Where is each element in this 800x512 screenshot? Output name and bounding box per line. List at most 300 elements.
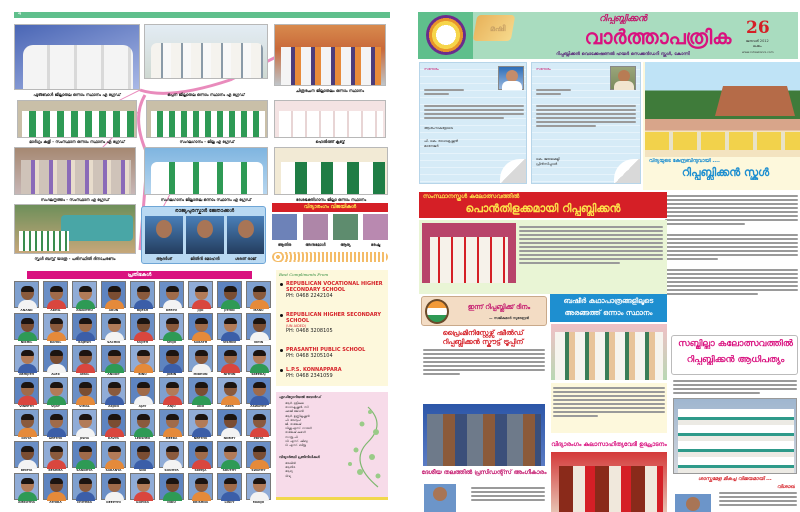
student-portrait	[159, 377, 184, 408]
student-portrait	[43, 441, 68, 472]
student-portrait	[217, 345, 242, 376]
page-curl-icon	[500, 159, 526, 183]
editorial-member: ആർ. ഉണ്ണികൃഷ്ണൻ	[285, 413, 310, 418]
student-name: JIJO	[197, 308, 204, 312]
student-portrait	[14, 441, 39, 472]
letter-signatory: പി. കെ. രാധാകൃഷ്ണൻ	[424, 139, 458, 143]
student-portrait	[14, 473, 39, 504]
editorial-member: സാജു പി.	[285, 434, 299, 439]
student-portrait	[72, 441, 97, 472]
student-portrait	[72, 409, 97, 440]
photo-lamp-lighting	[551, 452, 667, 512]
school-name: PRASANTHI PUBLIC SCHOOL	[286, 347, 366, 353]
school-phone: PH: 0468 3208105	[286, 328, 333, 334]
name-label: ആദർശ്	[156, 256, 172, 261]
portrait-photo	[130, 313, 155, 340]
name-label: ജിതിൻ മോഹൻ	[190, 256, 220, 261]
portrait-photo	[14, 409, 39, 436]
student-portrait	[188, 473, 213, 504]
editorial-member: ഷാജി ജോൺ	[285, 409, 304, 414]
student-name: ARJUN	[108, 404, 119, 408]
student-name: BINU	[138, 372, 147, 376]
student-name: LEKSHMI	[134, 436, 151, 440]
portrait-photo	[43, 281, 68, 308]
student-name: SOUMYA	[164, 468, 179, 472]
portrait-photo	[14, 313, 39, 340]
student-name: GOPIKA	[136, 500, 149, 504]
student-name: VINEETH	[19, 404, 34, 408]
student-portrait	[72, 377, 97, 408]
student-portrait	[188, 377, 213, 408]
masthead	[418, 12, 798, 59]
student-portrait	[130, 281, 155, 312]
portrait-photo	[246, 313, 271, 340]
editorial-member: ആർ. ശ്രീകല	[285, 401, 304, 405]
portrait-photo	[72, 409, 97, 436]
editorial-member: രാജേഷ് കുമാർ	[285, 430, 306, 435]
editorial-member: ജി. രാജേഷ്	[285, 422, 302, 427]
editorial-member: രാധാകൃഷ്ണൻ. സി	[285, 405, 309, 410]
student-portrait	[43, 345, 68, 376]
photo-manager	[498, 66, 524, 90]
caption: ഹെൽത്ത് ക്ലബ്ബ്	[315, 139, 345, 144]
student-name: SREEJA	[194, 468, 207, 472]
portrait-photo	[130, 345, 155, 372]
student-name: AMRUTHA	[18, 500, 35, 504]
right-page	[403, 0, 800, 512]
letter-role: പ്രിൻസിപ്പാൾ	[536, 162, 558, 166]
school-note: (UN AIDED)	[286, 324, 307, 328]
page-curl-icon	[614, 159, 640, 183]
page-number: 4	[18, 11, 22, 17]
achievement-headline: ശാസ്ത്രമേള മികച്ച വിജയമായി ...	[698, 476, 772, 482]
portrait-photo	[72, 345, 97, 372]
student-name: SARATH	[193, 340, 208, 344]
portrait-photo	[43, 409, 68, 436]
republic-day-box	[421, 296, 547, 326]
student-name: MANJU	[252, 500, 265, 504]
portrait-photo	[43, 345, 68, 372]
portrait-photo	[159, 409, 184, 436]
student-name: ALEX	[51, 372, 60, 376]
photo-subdistrict-team	[673, 398, 797, 474]
photo-oppana-group	[144, 24, 268, 79]
headline-line2: റിപ്പബ്ലിക്കൻ ആധിപത്യം	[686, 355, 785, 365]
portrait-photo	[159, 377, 184, 404]
student-name: PRIYA	[253, 436, 264, 440]
student-name: JITHIN	[224, 308, 235, 312]
scouts-body-text	[423, 347, 545, 383]
student-name: LINCY	[224, 500, 235, 504]
student-portrait	[217, 313, 242, 344]
student-name: MANU	[253, 308, 264, 312]
student-portrait	[217, 377, 242, 408]
student-portrait	[14, 409, 39, 440]
student-portrait	[43, 473, 68, 504]
photo-margamkali	[17, 100, 137, 138]
student-representative: ആതിര	[285, 465, 296, 470]
headline-kicker: സംസ്ഥാനസ്കൂൾ കലോത്സവത്തിൽ	[423, 193, 520, 200]
portrait-photo	[246, 473, 271, 500]
editorial-heading: എഡിറ്റോറിയൽ ബോർഡ്	[279, 395, 322, 399]
student-name: ARYA	[225, 404, 234, 408]
masthead-subtitle: റിപ്പബ്ലിക്കൻ വൊക്കേഷണൽ ഹയർ സെക്കൻഡറി സ്കൂൾ, കോന്നി	[556, 52, 690, 57]
student-portrait	[130, 377, 155, 408]
student-name: AKHIL	[50, 308, 61, 312]
student-name: GEETHU	[48, 436, 63, 440]
photo-vishakh	[675, 494, 711, 512]
issue-date: ജനുവരി 2012	[746, 39, 769, 43]
student-portrait	[14, 345, 39, 376]
basheer-headline	[550, 294, 667, 322]
student-portrait	[159, 441, 184, 472]
vidyarangam-photos	[272, 214, 388, 252]
photo-stage-performance	[422, 223, 516, 283]
student-name: NIMMY	[223, 436, 236, 440]
student-name: NITHIN	[223, 372, 236, 376]
masthead-title-small: റിപ്പബ്ലിക്കൻ	[599, 14, 647, 24]
scouts-headline-1: പ്രൈംമിനിസ്റ്റേഴ്സ് ഷീൽഡ്	[442, 329, 524, 337]
subdistrict-headline	[671, 335, 798, 375]
school-name: L.P.S. KONNAPPARA	[286, 367, 342, 373]
photo-student-award	[424, 484, 456, 512]
vidyarangam-banner	[272, 203, 388, 212]
student-name: KAVYA	[108, 436, 119, 440]
student-portrait	[217, 281, 242, 312]
portrait-photo	[188, 313, 213, 340]
student-name: AJAY	[138, 404, 147, 408]
portrait-photo	[130, 441, 155, 468]
caption: മാർഗ്ഗം കളി - സംസ്ഥാന ഒന്നാം സ്ഥാനം എ ഗ്രേഡ്	[29, 139, 125, 144]
student-portrait	[130, 473, 155, 504]
portrait-photo	[217, 441, 242, 468]
vidyarangam-title: വിദ്യാരംഗം വിജയികൾ	[303, 204, 357, 210]
student-name: ANU	[196, 404, 205, 408]
website: www.rvhsskonni.com	[742, 50, 774, 54]
republic-day-title: ഇന്ന് റിപ്പബ്ലിക്ക് ദിനം	[467, 303, 531, 311]
name-label: ആതിര	[277, 242, 292, 247]
photo-scouts-award	[423, 404, 545, 466]
editorial-member-list	[285, 401, 345, 447]
student-name: SREERAJ	[251, 372, 266, 376]
portrait-photo	[159, 313, 184, 340]
portrait-photo	[72, 313, 97, 340]
letter-salutation: സന്ദേശം	[424, 67, 439, 71]
photo-group-dance	[14, 147, 136, 195]
student-portrait	[188, 441, 213, 472]
caption: ദേശഭക്തിഗാനം ജില്ലാ ഒന്നാം സ്ഥാനം	[295, 197, 367, 202]
student-portrait	[130, 345, 155, 376]
student-portrait	[72, 345, 97, 376]
photo-principal	[610, 66, 636, 90]
photo-group-song-winners	[144, 147, 268, 195]
editorial-board-panel	[276, 392, 388, 500]
student-portrait	[159, 473, 184, 504]
student-portrait	[246, 313, 271, 344]
portrait-photo	[72, 473, 97, 500]
portrait-photo	[43, 313, 68, 340]
student-name: CHITHRA	[76, 500, 93, 504]
student-name: REMYA	[20, 468, 33, 472]
portrait-photo	[246, 281, 271, 308]
student-portrait	[43, 313, 68, 344]
student-name: DEEPU	[165, 308, 178, 312]
student-portrait	[188, 313, 213, 344]
student-portrait	[159, 281, 184, 312]
portrait-photo	[217, 377, 242, 404]
school-phone: PH: 0468 3205104	[286, 353, 333, 359]
editorial-member: പി. അനൂപ്	[285, 417, 301, 422]
student-name: RESHMA	[48, 468, 63, 472]
flag-emblem-icon	[425, 299, 449, 324]
student-name: SACHIN	[107, 340, 120, 344]
school-emblem-icon	[426, 15, 466, 55]
student-portrait	[101, 473, 126, 504]
student-portrait	[72, 473, 97, 504]
letter-principal	[531, 62, 641, 184]
student-name: DIVYA	[21, 436, 32, 440]
student-name: SUJITH	[136, 340, 149, 344]
student-portrait	[159, 409, 184, 440]
student-rep-heading: വിദ്യാർത്ഥി പ്രതിനിധികൾ	[279, 455, 320, 459]
student-name: SINI	[139, 468, 146, 472]
portrait-photo	[72, 441, 97, 468]
student-name: JISHA	[79, 436, 90, 440]
rajyapuraskar-title: രാജ്യപുരസ്കാർ ജേതാക്കൾ	[174, 208, 235, 214]
prathibhakal-title: പ്രതിഭകൾ	[127, 272, 152, 278]
feature-body-text	[665, 193, 798, 333]
photo-basheer-play	[551, 324, 667, 380]
portrait-photo	[101, 473, 126, 500]
student-photo-grid	[14, 281, 274, 512]
student-portrait	[101, 441, 126, 472]
student-portrait	[188, 281, 213, 312]
portrait-photo	[188, 377, 213, 404]
caption: ചിത്രരചന ജില്ലാതലം ഒന്നാം സ്ഥാനം	[295, 88, 365, 93]
portrait-photo	[14, 345, 39, 372]
student-name: RAHUL	[49, 340, 62, 344]
caption: ഒപ്പന ജില്ലാതല ഒന്നാം സ്ഥാനം എ ഗ്രേഡ്	[167, 92, 245, 97]
letter-role: മാനേജർ	[424, 144, 439, 148]
student-name: ANAND	[20, 308, 33, 312]
school-entry	[280, 281, 386, 299]
student-portrait	[43, 281, 68, 312]
editorial-member: വി. എസ്. ഷിബു	[285, 438, 308, 443]
student-name: KRISHNA	[192, 500, 209, 504]
portrait-photo	[130, 281, 155, 308]
student-portrait	[14, 281, 39, 312]
feature-kicker: വിദ്യയുടെ കേന്ദ്രബിന്ദുവായി ....	[649, 158, 720, 164]
student-portrait	[217, 473, 242, 504]
national-award-headline: ദേശീയ തലത്തിൽ പ്രസിഡന്റ്സ് അംഗീകാരം	[421, 469, 547, 476]
student-representative: അഖിൽ	[285, 461, 296, 465]
portrait-photo	[188, 441, 213, 468]
student-name: DEEPTHI	[106, 500, 121, 504]
portrait-photo	[14, 377, 39, 404]
photo-school-building	[645, 62, 800, 157]
portrait-photo	[159, 441, 184, 468]
student-name: ASWATHY	[250, 404, 267, 408]
caption: സംഘനൃത്തം - സംസ്ഥാന എ ഗ്രേഡ്	[40, 197, 110, 202]
name-label: ശരത് രാജ്	[234, 256, 257, 261]
kalolsavam-story	[419, 220, 667, 294]
student-name: ARUN	[108, 308, 119, 312]
portrait-photo	[188, 473, 213, 500]
student-portrait	[159, 345, 184, 376]
student-name: AMAL	[79, 372, 90, 376]
student-portrait	[246, 345, 271, 376]
student-portrait	[217, 409, 242, 440]
student-portrait	[130, 441, 155, 472]
portrait-photo	[130, 377, 155, 404]
portrait-photo	[217, 409, 242, 436]
student-name: SARANYA	[105, 468, 122, 472]
student-portrait	[246, 473, 271, 504]
masthead-title: വാർത്താപത്രിക	[584, 25, 732, 49]
rajyapuraskar-box	[141, 206, 266, 264]
feature-title: റിപ്പബ്ലിക്കൻ സ്കൂൾ	[681, 166, 770, 179]
student-name: NIKHIL	[20, 340, 33, 344]
school-entry	[280, 312, 386, 334]
student-portrait	[246, 409, 271, 440]
kalolsavam-headline	[419, 192, 667, 218]
student-portrait	[43, 409, 68, 440]
student-portrait	[246, 377, 271, 408]
portrait-photo	[188, 281, 213, 308]
portrait-photo	[14, 473, 39, 500]
student-name: SANDHYA	[76, 468, 93, 472]
student-name: BIJESH	[136, 308, 149, 312]
portrait-photo	[130, 473, 155, 500]
name-label: അനുമോൾ	[305, 242, 326, 247]
student-name: ANANTHU	[76, 308, 93, 312]
portrait-photo	[217, 313, 242, 340]
issue-number: 26	[746, 18, 770, 38]
letter-manager	[419, 62, 527, 184]
student-name: ABHIJITH	[18, 372, 35, 376]
portrait-photo	[159, 473, 184, 500]
compliments-box	[276, 270, 388, 386]
caption: സംഘഗാനം - ജില്ല എ ഗ്രേഡ്	[179, 139, 235, 144]
student-portrait	[246, 441, 271, 472]
school-feature	[643, 62, 800, 190]
photo-patriotic-song	[274, 147, 388, 195]
student-name: SRUTHY	[222, 468, 237, 472]
student-portrait	[101, 345, 126, 376]
portrait-photo	[246, 441, 271, 468]
letter-salutation: സന്ദേശം	[536, 67, 551, 71]
student-portrait	[101, 281, 126, 312]
letter-signatory: കെ. ജയലക്ഷ്മി	[536, 157, 560, 161]
student-portrait	[72, 313, 97, 344]
student-name: INDU	[167, 500, 176, 504]
school-name: REPUBLICAN VOCATIONAL HIGHER SECONDARY SCHOOL	[286, 281, 383, 293]
student-representative: ദിവ്യ	[285, 473, 292, 478]
school-phone: PH: 0468 2341059	[286, 373, 333, 379]
basheer-body-text	[551, 383, 667, 433]
portrait-photo	[101, 281, 126, 308]
portrait-photo	[188, 345, 213, 372]
photo-group-song	[146, 100, 268, 138]
portrait-photo	[246, 409, 271, 436]
portrait-photo	[246, 377, 271, 404]
portrait-photo	[14, 281, 39, 308]
student-name: NEETHU	[193, 436, 208, 440]
student-portrait	[14, 313, 39, 344]
name-label: രേഷ്മ	[370, 242, 381, 247]
ornamental-border	[272, 252, 388, 262]
student-portrait	[159, 313, 184, 344]
compliments-heading: Best Compliments From	[279, 272, 329, 277]
portrait-photo	[101, 441, 126, 468]
student-name: SHIJU	[166, 340, 177, 344]
student-name: ANJU	[167, 404, 176, 408]
photo-art-class	[274, 24, 386, 86]
student-name: ATHIRA	[49, 500, 62, 504]
photo-football-team	[14, 24, 140, 90]
portrait-photo	[72, 281, 97, 308]
portrait-photo	[217, 281, 242, 308]
portrait-photo	[188, 409, 213, 436]
student-portrait	[130, 409, 155, 440]
portrait-photo	[43, 377, 68, 404]
achievement-body-text	[719, 490, 797, 512]
portrait-photo	[217, 345, 242, 372]
student-portrait	[72, 281, 97, 312]
portrait-photo	[14, 441, 39, 468]
photo-school-bus	[14, 204, 136, 254]
page-header-bar	[14, 12, 390, 18]
student-portrait	[188, 345, 213, 376]
caption: സ്കൂൾ ബസ്സ് യാത്ര - പരിസ്ഥിതി ദിനാചരണം	[34, 256, 116, 261]
student-portrait	[246, 281, 271, 312]
logo-text: മഷി	[490, 24, 506, 33]
school-entry	[280, 347, 386, 359]
portrait-photo	[72, 377, 97, 404]
student-name: VIMAL	[79, 404, 90, 408]
vine-ornament-icon	[338, 402, 386, 492]
inauguration-headline: വിദ്യാരംഗം കലാസാഹിത്യവേദി ഉദ്ഘാടനം	[551, 441, 667, 448]
achievement-name: വിശാഖ്	[776, 484, 795, 490]
republic-day-byline: — സജികുമാർ സുരേന്ദ്രൻ	[488, 316, 530, 320]
student-name: VIPIN	[253, 340, 264, 344]
portrait-photo	[246, 345, 271, 372]
portrait-photo	[101, 345, 126, 372]
name-label: ആര്യ	[340, 242, 351, 247]
student-portrait	[101, 409, 126, 440]
portrait-photo	[130, 409, 155, 436]
editorial-member: ടി. എസ്. ബിജു	[285, 443, 306, 448]
headline-main: പൊൻതിളക്കമായി റിപ്പബ്ലിക്കൻ	[465, 202, 621, 215]
portrait-photo	[43, 441, 68, 468]
portrait-photo	[43, 473, 68, 500]
portrait-photo	[217, 473, 242, 500]
school-entry	[280, 367, 386, 379]
portrait-photo	[101, 409, 126, 436]
letter-closing: ആശംസകളോടെ	[424, 126, 453, 130]
school-name: REPUBLICAN HIGHER SECONDARY SCHOOL	[286, 312, 381, 324]
prathibhakal-banner	[27, 271, 252, 279]
headline-line2: അരങ്ങത്ത് ഒന്നാം സ്ഥാനം	[564, 309, 653, 317]
caption: സംഘഗാനം ജില്ലാതല ഒന്നാം സ്ഥാനം എ ഗ്രേഡ്	[160, 197, 252, 202]
student-portrait	[43, 377, 68, 408]
headline-line1: സബ്ജില്ലാ കലോത്സവത്തിൽ	[678, 339, 793, 349]
headline-line1: ബഷീർ കഥാപാത്രങ്ങളിലൂടെ	[563, 297, 654, 305]
school-phone: PH: 0468 2242104	[286, 293, 333, 299]
award-body-text	[471, 485, 545, 512]
student-name: JOBIN	[166, 372, 177, 376]
portrait-photo	[159, 281, 184, 308]
